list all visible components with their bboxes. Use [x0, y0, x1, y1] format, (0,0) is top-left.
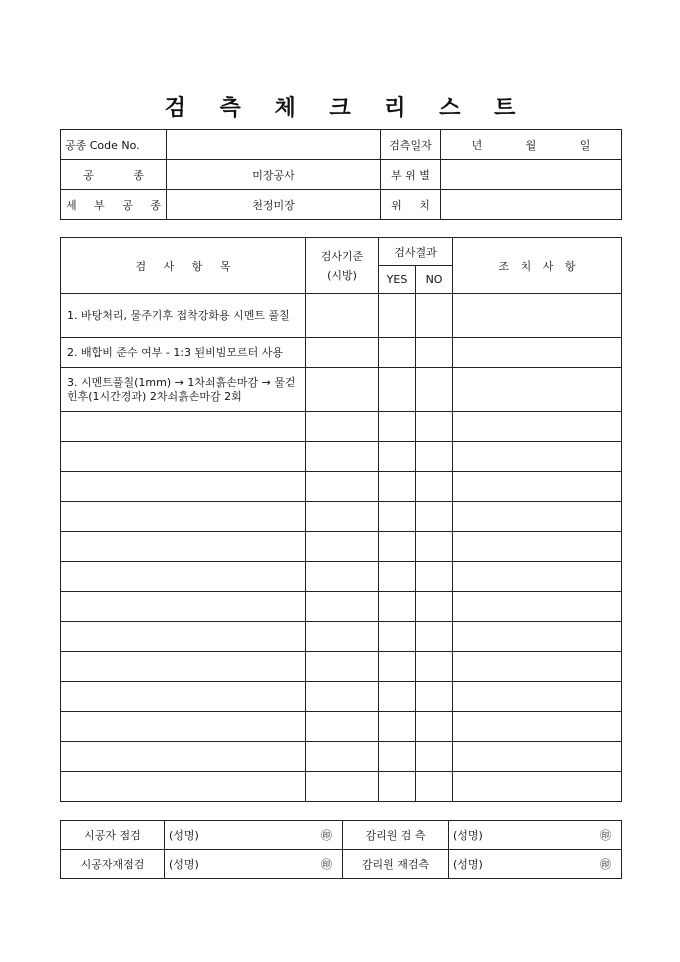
- standard-cell[interactable]: [306, 712, 379, 742]
- date-value[interactable]: 년 월 일: [441, 130, 622, 160]
- yes-cell[interactable]: [379, 368, 416, 412]
- no-cell[interactable]: [416, 442, 453, 472]
- action-cell[interactable]: [453, 652, 622, 682]
- no-cell[interactable]: [416, 562, 453, 592]
- standard-cell[interactable]: [306, 742, 379, 772]
- code-value[interactable]: [167, 130, 381, 160]
- yes-cell[interactable]: [379, 652, 416, 682]
- yes-cell[interactable]: [379, 294, 416, 338]
- part-value[interactable]: [441, 160, 622, 190]
- work-type-value[interactable]: 미장공사: [167, 160, 381, 190]
- standard-cell[interactable]: [306, 592, 379, 622]
- name-placeholder: (성명): [453, 829, 483, 842]
- standard-cell[interactable]: [306, 772, 379, 802]
- table-row: [61, 622, 622, 652]
- table-row: [61, 742, 622, 772]
- table-row: [61, 368, 622, 412]
- yes-cell[interactable]: [379, 742, 416, 772]
- table-row: [61, 532, 622, 562]
- action-cell[interactable]: [453, 472, 622, 502]
- action-cell[interactable]: [453, 592, 622, 622]
- location-value[interactable]: [441, 190, 622, 220]
- contractor-recheck-label: 시공자재점검: [61, 850, 165, 879]
- standard-cell[interactable]: [306, 502, 379, 532]
- no-cell[interactable]: [416, 742, 453, 772]
- supervisor-check-sign[interactable]: [449, 821, 622, 850]
- supervisor-recheck-label: 감리원 재검측: [343, 850, 449, 879]
- action-cell[interactable]: [453, 562, 622, 592]
- action-cell[interactable]: [453, 412, 622, 442]
- seal-icon: ㊞: [321, 858, 332, 871]
- no-cell[interactable]: [416, 294, 453, 338]
- table-row: [61, 412, 622, 442]
- col-header-yes: YES: [379, 266, 416, 294]
- checklist-table: [60, 237, 622, 802]
- table-row: [61, 502, 622, 532]
- col-header-standard-line2: (시방): [327, 268, 357, 282]
- standard-cell[interactable]: [306, 368, 379, 412]
- no-cell[interactable]: [416, 472, 453, 502]
- yes-cell[interactable]: [379, 412, 416, 442]
- detail-work-value[interactable]: 천정미장: [167, 190, 381, 220]
- col-header-standard: [306, 238, 379, 294]
- no-cell[interactable]: [416, 338, 453, 368]
- action-cell[interactable]: [453, 712, 622, 742]
- no-cell[interactable]: [416, 502, 453, 532]
- code-label: 공종 Code No.: [61, 130, 167, 160]
- action-cell[interactable]: [453, 368, 622, 412]
- date-label: 검측일자: [381, 130, 441, 160]
- yes-cell[interactable]: [379, 338, 416, 368]
- action-cell[interactable]: [453, 294, 622, 338]
- standard-cell[interactable]: [306, 532, 379, 562]
- page-title: 검 측 체 크 리 스 트: [164, 95, 516, 121]
- check-item[interactable]: [61, 472, 306, 502]
- check-item[interactable]: [61, 712, 306, 742]
- yes-cell[interactable]: [379, 472, 416, 502]
- no-cell[interactable]: [416, 592, 453, 622]
- no-cell[interactable]: [416, 772, 453, 802]
- no-cell[interactable]: [416, 412, 453, 442]
- table-row: [61, 562, 622, 592]
- action-cell[interactable]: [453, 622, 622, 652]
- yes-cell[interactable]: [379, 532, 416, 562]
- yes-cell[interactable]: [379, 712, 416, 742]
- yes-cell[interactable]: [379, 592, 416, 622]
- signature-table: [60, 820, 622, 879]
- no-cell[interactable]: [416, 622, 453, 652]
- standard-cell[interactable]: [306, 442, 379, 472]
- check-item[interactable]: [61, 622, 306, 652]
- yes-cell[interactable]: [379, 502, 416, 532]
- no-cell[interactable]: [416, 652, 453, 682]
- standard-cell[interactable]: [306, 338, 379, 368]
- check-item[interactable]: [61, 412, 306, 442]
- contractor-check-label: 시공자 점검: [61, 821, 165, 850]
- table-row: [61, 294, 622, 338]
- col-header-item: 검 사 항 목: [61, 238, 306, 294]
- yes-cell[interactable]: [379, 442, 416, 472]
- table-row: [61, 472, 622, 502]
- action-cell[interactable]: [453, 442, 622, 472]
- check-item[interactable]: [61, 502, 306, 532]
- action-cell[interactable]: [453, 502, 622, 532]
- yes-cell[interactable]: [379, 682, 416, 712]
- yes-cell[interactable]: [379, 772, 416, 802]
- check-item[interactable]: [61, 592, 306, 622]
- supervisor-recheck-sign[interactable]: [449, 850, 622, 879]
- check-item[interactable]: [61, 562, 306, 592]
- yes-cell[interactable]: [379, 562, 416, 592]
- table-row: [61, 338, 622, 368]
- check-item: 3. 시멘트풀칠(1mm) → 1차쇠흙손마감 → 물걷힌후(1시간경과) 2차쇠흙손마감 2회: [61, 368, 306, 412]
- part-label: 부 위 별: [381, 160, 441, 190]
- col-header-standard-line1: 검사기준: [320, 249, 364, 263]
- table-row: [61, 712, 622, 742]
- table-row: [61, 772, 622, 802]
- col-header-result: 검사결과: [379, 238, 453, 266]
- col-header-action: 조 치 사 항: [453, 238, 622, 294]
- check-item: 2. 배합비 준수 여부 - 1:3 된비빔모르터 사용: [61, 338, 306, 368]
- yes-cell[interactable]: [379, 622, 416, 652]
- table-row: [61, 652, 622, 682]
- header-info-table: [60, 129, 622, 220]
- seal-icon: ㊞: [600, 829, 611, 842]
- action-cell[interactable]: [453, 338, 622, 368]
- standard-cell[interactable]: [306, 622, 379, 652]
- standard-cell[interactable]: [306, 472, 379, 502]
- action-cell[interactable]: [453, 772, 622, 802]
- table-row: [61, 442, 622, 472]
- no-cell[interactable]: [416, 682, 453, 712]
- name-placeholder: (성명): [169, 829, 199, 842]
- standard-cell[interactable]: [306, 412, 379, 442]
- contractor-recheck-sign[interactable]: [165, 850, 343, 879]
- work-type-label: 공 종: [61, 160, 167, 190]
- no-cell[interactable]: [416, 712, 453, 742]
- col-header-no: NO: [416, 266, 453, 294]
- action-cell[interactable]: [453, 532, 622, 562]
- supervisor-check-label: 감리원 검 측: [343, 821, 449, 850]
- standard-cell[interactable]: [306, 652, 379, 682]
- contractor-check-sign[interactable]: [165, 821, 343, 850]
- check-item[interactable]: [61, 772, 306, 802]
- location-label: 위 치: [381, 190, 441, 220]
- standard-cell[interactable]: [306, 294, 379, 338]
- detail-work-label: 세 부 공 종: [61, 190, 167, 220]
- check-item[interactable]: [61, 532, 306, 562]
- name-placeholder: (성명): [453, 858, 483, 871]
- check-item[interactable]: [61, 652, 306, 682]
- standard-cell[interactable]: [306, 562, 379, 592]
- check-item[interactable]: [61, 682, 306, 712]
- action-cell[interactable]: [453, 742, 622, 772]
- seal-icon: ㊞: [321, 829, 332, 842]
- check-item[interactable]: [61, 742, 306, 772]
- check-item: 1. 바탕처리, 물주기후 접착강화용 시멘트 풀칠: [61, 294, 306, 338]
- check-item[interactable]: [61, 442, 306, 472]
- standard-cell[interactable]: [306, 682, 379, 712]
- no-cell[interactable]: [416, 368, 453, 412]
- table-row: [61, 592, 622, 622]
- no-cell[interactable]: [416, 532, 453, 562]
- name-placeholder: (성명): [169, 858, 199, 871]
- table-row: [61, 682, 622, 712]
- seal-icon: ㊞: [600, 858, 611, 871]
- action-cell[interactable]: [453, 682, 622, 712]
